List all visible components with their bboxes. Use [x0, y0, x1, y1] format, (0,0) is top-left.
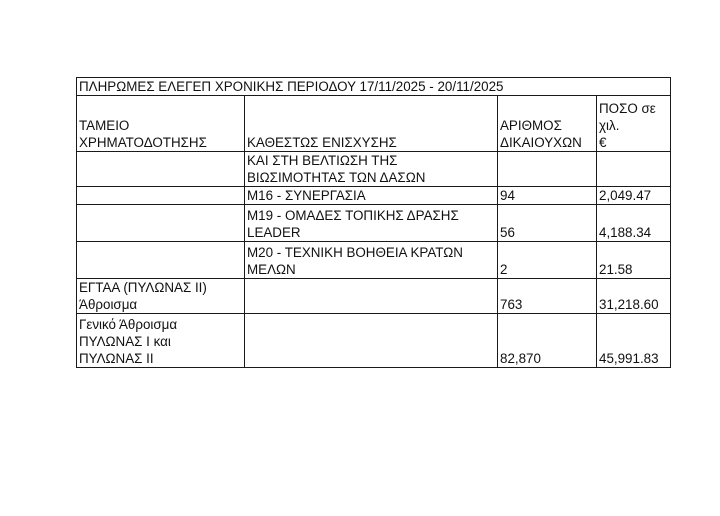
- header-scheme: ΚΑΘΕΣΤΩΣ ΕΝΙΣΧΥΣΗΣ: [245, 96, 498, 152]
- table-title: ΠΛΗΡΩΜΕΣ ΕΛΕΓΕΠ ΧΡΟΝΙΚΗΣ ΠΕΡΙΟΔΟΥ 17/11/2025 - 20/11/2025: [77, 78, 671, 96]
- cell-beneficiaries: 94: [498, 187, 597, 205]
- cell-beneficiaries: 763: [498, 279, 597, 314]
- cell-fund: Γενικό Άθροισμα ΠΥΛΩΝΑΣ Ι και ΠΥΛΩΝΑΣ ΙΙ: [77, 314, 245, 368]
- cell-beneficiaries: [498, 152, 597, 187]
- cell-amount: 4,188.34: [597, 205, 671, 242]
- cell-fund: [77, 152, 245, 187]
- table-row: [77, 205, 671, 242]
- cell-scheme: Μ16 - ΣΥΝΕΡΓΑΣΙΑ: [245, 187, 498, 205]
- cell-scheme: Μ19 - ΟΜΑΔΕΣ ΤΟΠΙΚΗΣ ΔΡΑΣΗΣ LEADER: [245, 205, 498, 242]
- header-beneficiaries: ΑΡΙΘΜΟΣ ΔΙΚΑΙΟΥΧΩΝ: [498, 96, 597, 152]
- cell-amount: 31,218.60: [597, 279, 671, 314]
- cell-fund: ΕΓΤΑΑ (ΠΥΛΩΝΑΣ ΙΙ) Άθροισμα: [77, 279, 245, 314]
- table-row: [77, 242, 671, 279]
- header-fund: ΤΑΜΕΙΟ ΧΡΗΜΑΤΟΔΟΤΗΣΗΣ: [77, 96, 245, 152]
- cell-fund: [77, 242, 245, 279]
- cell-scheme: [245, 314, 498, 368]
- cell-amount: 21.58: [597, 242, 671, 279]
- table-row: [77, 152, 671, 187]
- cell-amount: [597, 152, 671, 187]
- table-row-subtotal: [77, 279, 671, 314]
- header-amount: ΠΟΣΟ σε χιλ. €: [597, 96, 671, 152]
- payments-table: [76, 77, 671, 368]
- cell-scheme: [245, 279, 498, 314]
- cell-beneficiaries: 56: [498, 205, 597, 242]
- cell-scheme: ΚΑΙ ΣΤΗ ΒΕΛΤΙΩΣΗ ΤΗΣ ΒΙΩΣΙΜΟΤΗΤΑΣ ΤΩΝ ΔΑΣΩΝ: [245, 152, 498, 187]
- table-row-grand-total: [77, 314, 671, 368]
- cell-fund: [77, 205, 245, 242]
- table-title-row: [77, 78, 671, 96]
- cell-beneficiaries: 2: [498, 242, 597, 279]
- cell-amount: 2,049.47: [597, 187, 671, 205]
- cell-fund: [77, 187, 245, 205]
- table-row: [77, 187, 671, 205]
- table-header-row: [77, 96, 671, 152]
- cell-beneficiaries: 82,870: [498, 314, 597, 368]
- cell-scheme: Μ20 - ΤΕΧΝΙΚΗ ΒΟΗΘΕΙΑ ΚΡΑΤΩΝ ΜΕΛΩΝ: [245, 242, 498, 279]
- cell-amount: 45,991.83: [597, 314, 671, 368]
